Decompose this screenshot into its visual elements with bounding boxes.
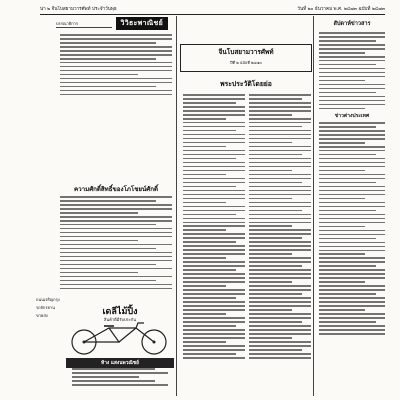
right-article-text-2 [319, 122, 385, 337]
running-header [40, 5, 385, 15]
center-column-heading: พระประวัติโดยย่อ [220, 80, 272, 88]
center-article-text-left [183, 94, 245, 361]
bicycle-illustration [64, 322, 176, 356]
advertisement-tagline: สินค้าดีมีรับประกัน [103, 317, 136, 322]
masthead-title: วิวิธะพาณิชย์ [116, 17, 169, 30]
column-divider [176, 16, 177, 396]
banner-subtitle: ปีที่ ๒ ฉบับที่ ๒๔๗๓ [230, 60, 262, 65]
left-column-heading: ความศักดิ์สิทธิ์ของโภโชยน์ศักดิ์ [74, 186, 158, 193]
banner-title: จีนโบสยามวารศัพท์ [218, 48, 274, 56]
side-label: รถจักรยาน [36, 305, 55, 310]
advertisement-shop: ห้าง แสงนพวณิชย์ [66, 358, 174, 368]
advertisement-title: เดลีไม้ปิ้ง [102, 307, 138, 317]
left-article-text-2 [60, 196, 172, 292]
header-left: น่า ๒ จีนโบสยามวารศัพท์ ประจำวันพุธ [40, 7, 117, 12]
masthead [56, 18, 168, 29]
masthead-subtitle: บรรณาธิการ [56, 20, 112, 28]
center-banner [180, 44, 312, 72]
center-article-text-right [249, 94, 311, 361]
right-column-heading: สัปดาห์ข่าวสาร [333, 21, 371, 27]
side-label: ขายส่ง [36, 313, 48, 318]
side-label: ถนนเจริญกรุง [36, 297, 60, 302]
column-divider [313, 16, 314, 396]
advertisement-price-list [72, 368, 168, 388]
right-column-subheading: ข่าวต่างประเทศ [334, 113, 370, 119]
header-right: วันที่ ๒๐ ธันวาคม พ.ศ. ๒๔๗๓ ฉบับที่ ๒๔๗๓ [297, 7, 385, 12]
left-article-text [60, 34, 172, 98]
right-article-text [319, 32, 385, 112]
